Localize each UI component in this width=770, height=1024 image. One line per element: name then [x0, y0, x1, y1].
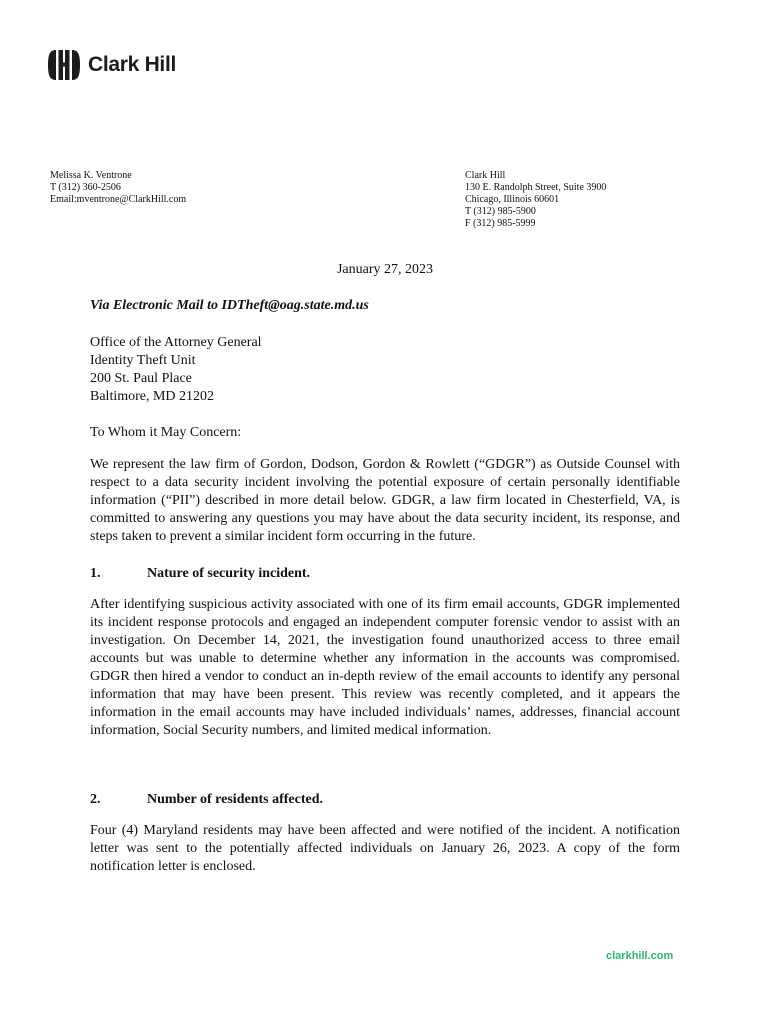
section-heading: [90, 566, 310, 582]
salutation: To Whom it May Concern:: [90, 425, 242, 440]
delivery-method: Via Electronic Mail to IDTheft@oag.state.md.us: [90, 298, 369, 313]
firm-city: Chicago, Illinois 60601: [465, 194, 560, 205]
letter-date: January 27, 2023: [336, 262, 434, 277]
firm-name: Clark Hill: [465, 170, 506, 181]
recipient-address: [90, 334, 262, 406]
intro-paragraph: We represent the law firm of Gordon, Dodson, Gordon & Rowlett (“GDGR”) as Outside Counsel with respect to a data security incident involving the potential exposure of certain personally identifiable information (“PII”) described in more detail below. GDGR, a law firm located in Chesterfield, VA, is committed to answering any questions you may have about the data security incident, its response, and steps taken to prevent a similar incident form occurring in the future.: [90, 457, 680, 544]
sender-block: [50, 170, 186, 206]
clark-hill-logo: [47, 48, 176, 82]
footer-website: clarkhill.com: [606, 950, 674, 962]
sender-email: Email:mventrone@ClarkHill.com: [50, 194, 187, 205]
clark-hill-mark-icon: [47, 48, 81, 82]
section-title: Nature of security incident.: [147, 566, 311, 581]
section-number: 1.: [90, 566, 101, 581]
recipient-street: 200 St. Paul Place: [90, 371, 192, 386]
firm-address-block: [465, 170, 606, 230]
recipient-unit: Identity Theft Unit: [90, 353, 196, 368]
section-title: Number of residents affected.: [147, 792, 324, 807]
section-heading: [90, 792, 323, 808]
firm-fax: F (312) 985-5999: [465, 218, 536, 229]
section-body: Four (4) Maryland residents may have been affected and were notified of the incident. A notification letter was sent to the potentially affected individuals on January 26, 2023. A copy of the form notification letter is enclosed.: [90, 823, 680, 874]
recipient-city: Baltimore, MD 21202: [90, 389, 215, 404]
logo-text: Clark Hill: [88, 53, 177, 76]
section-number: 2.: [90, 792, 101, 807]
sender-name: Melissa K. Ventrone: [50, 170, 132, 181]
recipient-office: Office of the Attorney General: [90, 335, 262, 350]
sender-phone: T (312) 360-2506: [50, 182, 121, 193]
firm-phone: T (312) 985-5900: [465, 206, 536, 217]
section-body: After identifying suspicious activity associated with one of its firm email accounts, GDGR implemented its incident response protocols and engaged an independent computer forensic vendor to assist with an investigation. On December 14, 2021, the investigation found unauthorized access to three email accounts but was unable to determine whether any information in the accounts was compromised. GDGR then hired a vendor to conduct an in-depth review of the email accounts to identify any personal information that may have been present. This review was recently completed, and it appears the information in the email accounts may have included individuals’ names, addresses, financial account information, Social Security numbers, and limited medical information.: [90, 597, 680, 738]
firm-street: 130 E. Randolph Street, Suite 3900: [465, 182, 607, 193]
